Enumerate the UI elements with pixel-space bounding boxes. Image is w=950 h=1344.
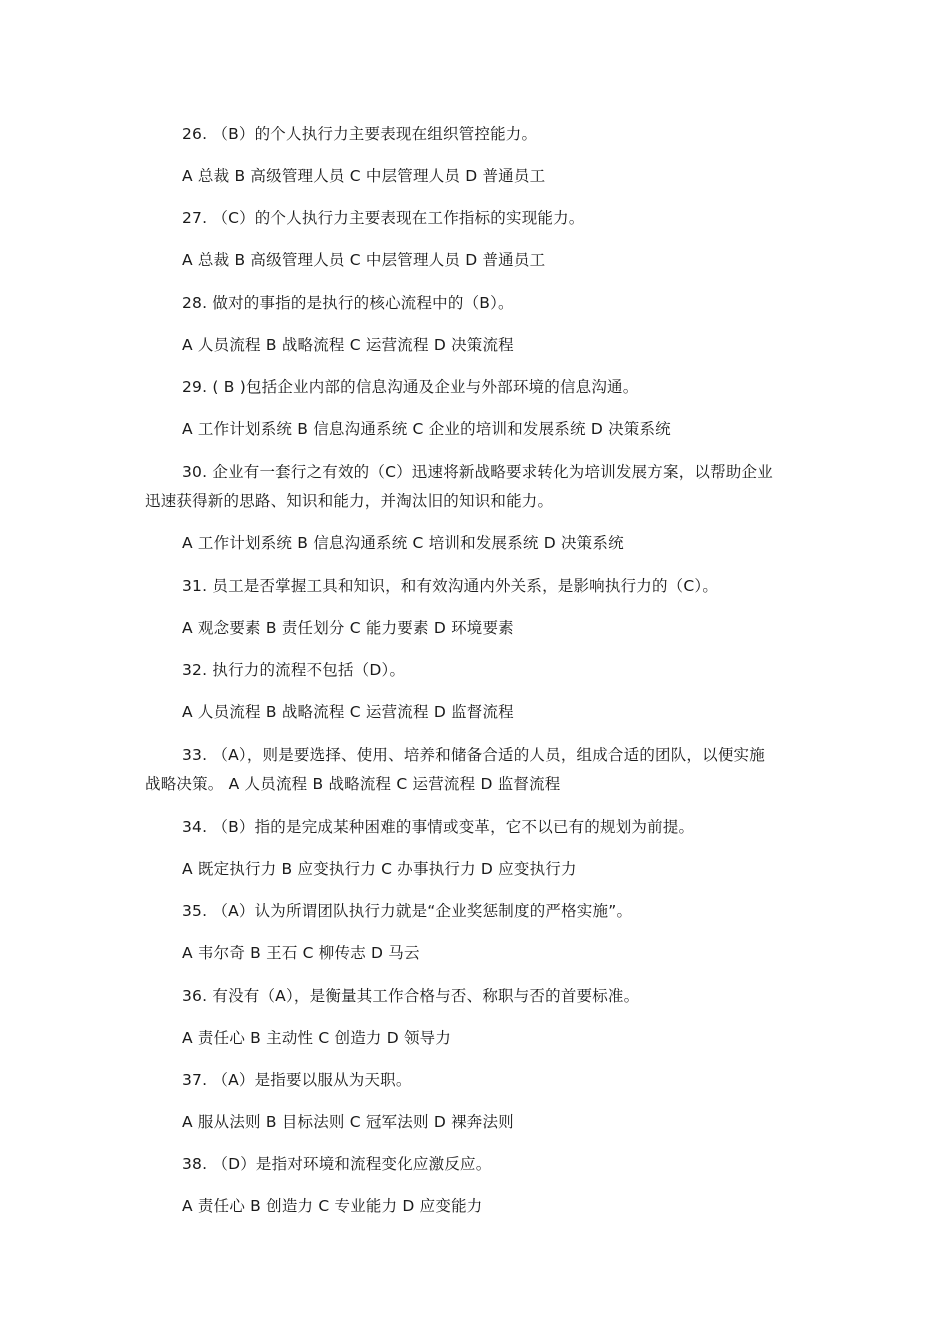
question-30-line-2: 迅速获得新的思路、知识和能力，并淘汰旧的知识和能力。 xyxy=(145,492,554,510)
question-36: 36. 有没有（A），是衡量其工作合格与否、称职与否的首要标准。 xyxy=(182,987,640,1005)
options-28: A 人员流程 B 战略流程 C 运营流程 D 决策流程 xyxy=(182,336,514,354)
options-27: A 总裁 B 高级管理人员 C 中层管理人员 D 普通员工 xyxy=(182,251,546,269)
question-28: 28. 做对的事指的是执行的核心流程中的（B）。 xyxy=(182,294,514,312)
question-32: 32. 执行力的流程不包括（D）。 xyxy=(182,661,406,679)
options-37: A 服从法则 B 目标法则 C 冠军法则 D 裸奔法则 xyxy=(182,1113,514,1131)
options-29: A 工作计划系统 B 信息沟通系统 C 企业的培训和发展系统 D 决策系统 xyxy=(182,420,671,438)
question-31: 31. 员工是否掌握工具和知识，和有效沟通内外关系，是影响执行力的（C）。 xyxy=(182,577,719,595)
options-38: A 责任心 B 创造力 C 专业能力 D 应变能力 xyxy=(182,1197,483,1215)
question-33-line-1: 33. （A），则是要选择、使用、培养和储备合适的人员，组成合适的团队，以便实施 xyxy=(182,746,765,764)
options-30: A 工作计划系统 B 信息沟通系统 C 培训和发展系统 D 决策系统 xyxy=(182,534,624,552)
question-33-line-2: 战略决策。 A 人员流程 B 战略流程 C 运营流程 D 监督流程 xyxy=(145,775,561,793)
question-29: 29. ( B )包括企业内部的信息沟通及企业与外部环境的信息沟通。 xyxy=(182,378,639,396)
question-30-line-1: 30. 企业有一套行之有效的（C）迅速将新战略要求转化为培训发展方案，以帮助企业 xyxy=(182,463,773,481)
question-37: 37. （A）是指要以服从为天职。 xyxy=(182,1071,412,1089)
question-26: 26. （B）的个人执行力主要表现在组织管控能力。 xyxy=(182,125,538,143)
question-27: 27. （C）的个人执行力主要表现在工作指标的实现能力。 xyxy=(182,209,585,227)
question-34: 34. （B）指的是完成某种困难的事情或变革，它不以已有的规划为前提。 xyxy=(182,818,695,836)
options-32: A 人员流程 B 战略流程 C 运营流程 D 监督流程 xyxy=(182,703,514,721)
options-26: A 总裁 B 高级管理人员 C 中层管理人员 D 普通员工 xyxy=(182,167,546,185)
options-35: A 韦尔奇 B 王石 C 柳传志 D 马云 xyxy=(182,944,420,962)
question-35: 35. （A）认为所谓团队执行力就是“企业奖惩制度的严格实施”。 xyxy=(182,902,633,920)
question-38: 38. （D）是指对环境和流程变化应激反应。 xyxy=(182,1155,492,1173)
options-31: A 观念要素 B 责任划分 C 能力要素 D 环境要素 xyxy=(182,619,514,637)
options-36: A 责任心 B 主动性 C 创造力 D 领导力 xyxy=(182,1029,452,1047)
options-34: A 既定执行力 B 应变执行力 C 办事执行力 D 应变执行力 xyxy=(182,860,577,878)
